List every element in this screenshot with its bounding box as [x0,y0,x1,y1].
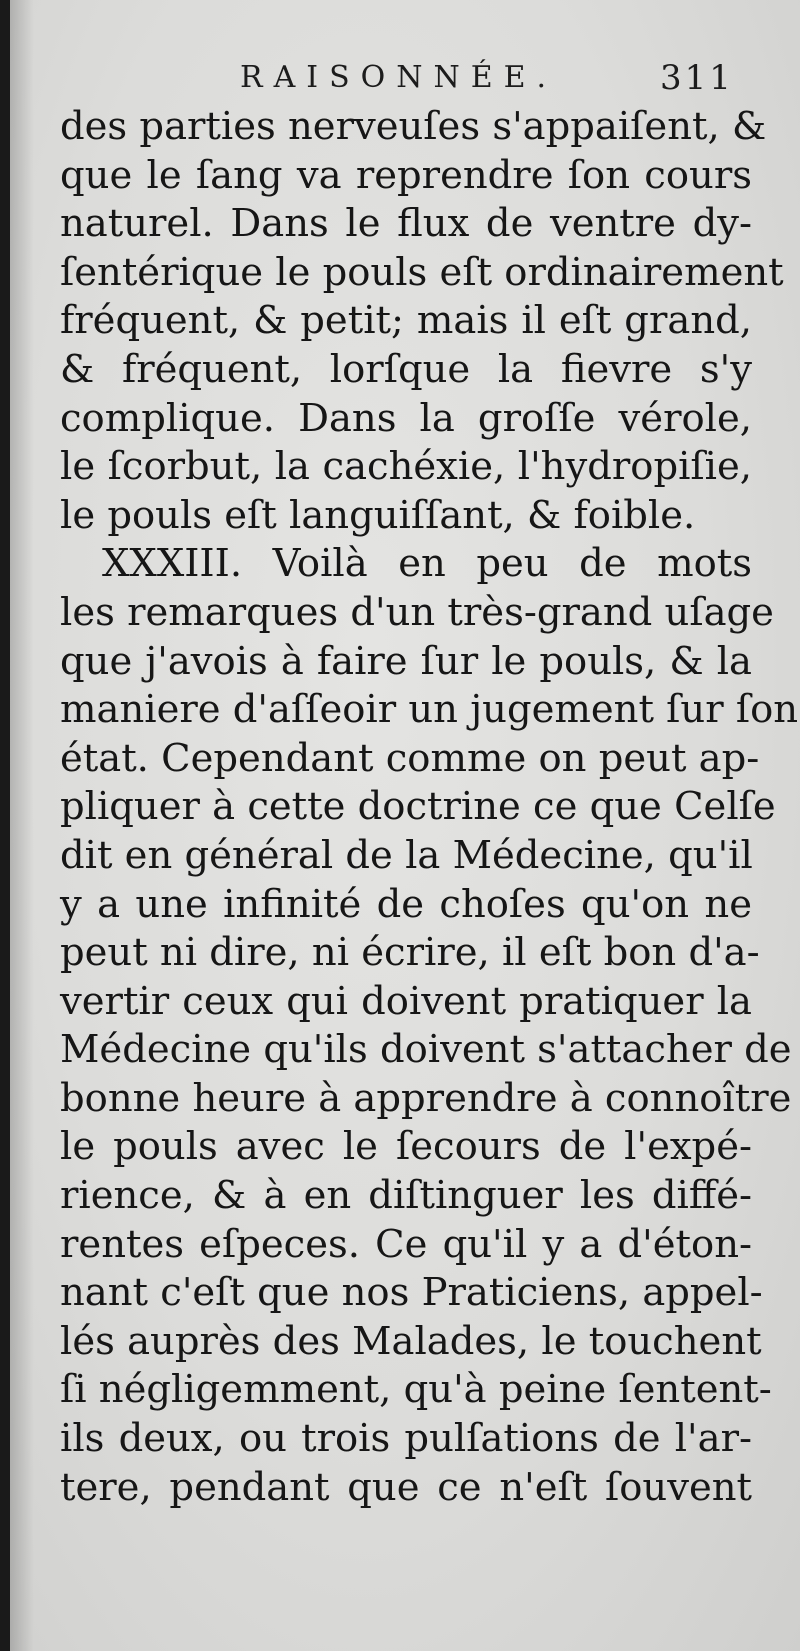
text-line: ſi négligemment, qu'à peine ſentent- [60,1367,772,1413]
text-line: le ſcorbut, la cachéxie, l'hydropiſie, [60,444,752,490]
text-line: ſentérique le pouls eſt ordinairement [60,249,784,295]
text-line: le pouls avec le ſecours de l'expé- [60,1124,752,1170]
text-line: lés auprès des Malades, le touchent [60,1318,762,1364]
body-text [60,103,799,1512]
text-line: vertir ceux qui doivent pratiquer la [60,978,752,1024]
running-head: RAISONNÉE. [240,60,558,95]
book-page [10,0,800,1651]
text-line: que le ſang va reprendre ſon cours [60,152,752,198]
text-line: & fréquent, lorſque la fievre s'y [60,346,752,392]
text-line: Médecine qu'ils doivent s'attacher de [60,1027,792,1073]
paragraph-1 [60,103,784,540]
text-line: rience, & à en diſtinguer les diffé- [60,1173,752,1219]
text-line: dit en général de la Médecine, qu'il [60,832,753,878]
text-line: tere, pendant que ce n'eſt ſouvent [60,1464,752,1510]
section-heading-line: XXXIII. Voilà en peu de mots [102,541,752,587]
text-line: que j'avois à faire ſur le pouls, & la [60,638,752,684]
text-line: complique. Dans la groſſe vérole, [60,395,752,441]
page-number: 311 [660,58,734,98]
text-line: les remarques d'un très-grand uſage [60,589,774,635]
text-line: maniere d'aſſeoir un jugement ſur ſon [60,687,799,733]
text-line: y a une infinité de choſes qu'on ne [60,881,752,927]
text-line: fréquent, & petit; mais il eſt grand, [60,298,752,344]
text-line: ils deux, ou trois pulſations de l'ar- [60,1416,752,1462]
text-line: état. Cependant comme on peut ap- [60,735,760,781]
text-line: peut ni dire, ni écrire, il eſt bon d'a- [60,930,760,976]
text-line: le pouls eſt languiſſant, & foible. [60,492,696,538]
text-line: nant c'eſt que nos Praticiens, appel- [60,1270,763,1316]
text-line: pliquer à cette doctrine ce que Celſe [60,784,776,830]
text-line: rentes eſpeces. Ce qu'il y a d'éton- [60,1221,752,1267]
text-line: bonne heure à apprendre à connoître [60,1075,792,1121]
paragraph-2 [60,540,799,1512]
text-line: naturel. Dans le flux de ventre dy- [60,201,752,247]
text-line: des parties nerveuſes s'appaiſent, & [60,104,767,149]
page-header [10,56,800,96]
